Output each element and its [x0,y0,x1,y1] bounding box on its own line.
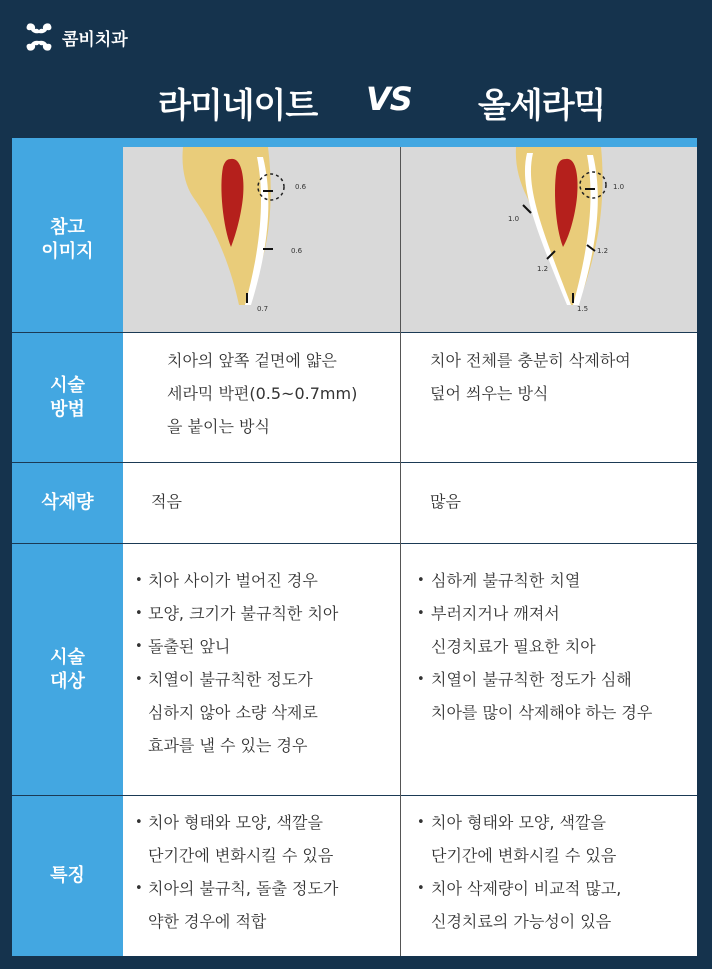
headline-ceramic: 올세라믹 [478,86,606,126]
brand-name: 콤비치과 [62,29,128,50]
ceramic-features-list [401,796,697,938]
list-item: • 치아 사이가 벌어진 경우 [123,564,400,597]
ceramic-mark-4: 1.2 [537,265,549,273]
list-item: • 치아의 불규칙, 돌출 정도가 약한 경우에 적합 [123,872,400,938]
ceramic-method-text: 치아 전체를 충분히 삭제하여 덮어 씌우는 방식 [430,351,631,403]
headline-laminate: 라미네이트 [158,86,318,126]
list-item: • 심하게 불규칙한 치열 [401,564,697,597]
row-label-features: 특징 [12,796,123,956]
list-item: • 치아 삭제량이 비교적 많고, 신경치료의 가능성이 있음 [401,872,697,938]
row-features [12,796,697,956]
ceramic-tooth-illustration [401,147,697,332]
laminate-method-cell [123,333,400,462]
ceramic-reduction-cell [401,463,697,543]
laminate-mark-1: 0.6 [295,183,307,191]
column-divider [400,147,401,956]
ceramic-mark-1: 1.0 [613,183,625,191]
ceramic-reduction-text: 많음 [430,492,461,511]
brand-logo [22,22,128,52]
laminate-mark-3: 0.7 [257,305,269,313]
list-item: • 치아 형태와 모양, 색깔을 단기간에 변화시킬 수 있음 [123,806,400,872]
ceramic-diagram [401,147,697,332]
row-reference-image [12,147,697,332]
list-item: • 치아 형태와 모양, 색깔을 단기간에 변화시킬 수 있음 [401,806,697,872]
laminate-features-cell [123,796,400,956]
ceramic-target-cell [401,544,697,795]
laminate-diagram [123,147,400,332]
list-item: • 모양, 크기가 불규칙한 치아 [123,597,400,630]
laminate-reduction-text: 적음 [151,492,182,511]
laminate-mark-2: 0.6 [291,247,303,255]
laminate-features-list [123,796,400,938]
ceramic-mark-2: 1.0 [508,215,520,223]
ceramic-mark-3: 1.2 [597,247,609,255]
list-item: • 치열이 불규칙한 정도가 심해 치아를 많이 삭제해야 하는 경우 [401,663,697,729]
row-label-reduction: 삭제량 [12,463,123,543]
laminate-reduction-cell [123,463,400,543]
table-top-bar [12,138,697,147]
comparison-headline [0,72,712,128]
ceramic-features-cell [401,796,697,956]
ceramic-target-list [401,544,697,729]
row-label-reference-image: 참고 이미지 [12,147,123,332]
ceramic-method-cell [401,333,697,462]
clinic-logo-icon [22,22,56,52]
list-item: • 부러지거나 깨져서 신경치료가 필요한 치아 [401,597,697,663]
ceramic-mark-5: 1.5 [577,305,589,313]
row-reduction [12,463,697,543]
laminate-method-text: 치아의 앞쪽 겉면에 얇은 세라믹 박편(0.5~0.7mm) 을 붙이는 방식 [167,351,358,436]
row-target [12,544,697,795]
list-item: • 돌출된 앞니 [123,630,400,663]
laminate-target-list [123,544,400,762]
comparison-table [12,138,697,956]
row-label-target: 시술 대상 [12,544,123,795]
row-method [12,333,697,462]
laminate-target-cell [123,544,400,795]
row-label-method: 시술 방법 [12,333,123,462]
laminate-tooth-illustration [123,147,400,332]
headline-vs: VS [366,80,412,118]
list-item: • 치열이 불규칙한 정도가 심하지 않아 소량 삭제로 효과를 낼 수 있는 경우 [123,663,400,762]
